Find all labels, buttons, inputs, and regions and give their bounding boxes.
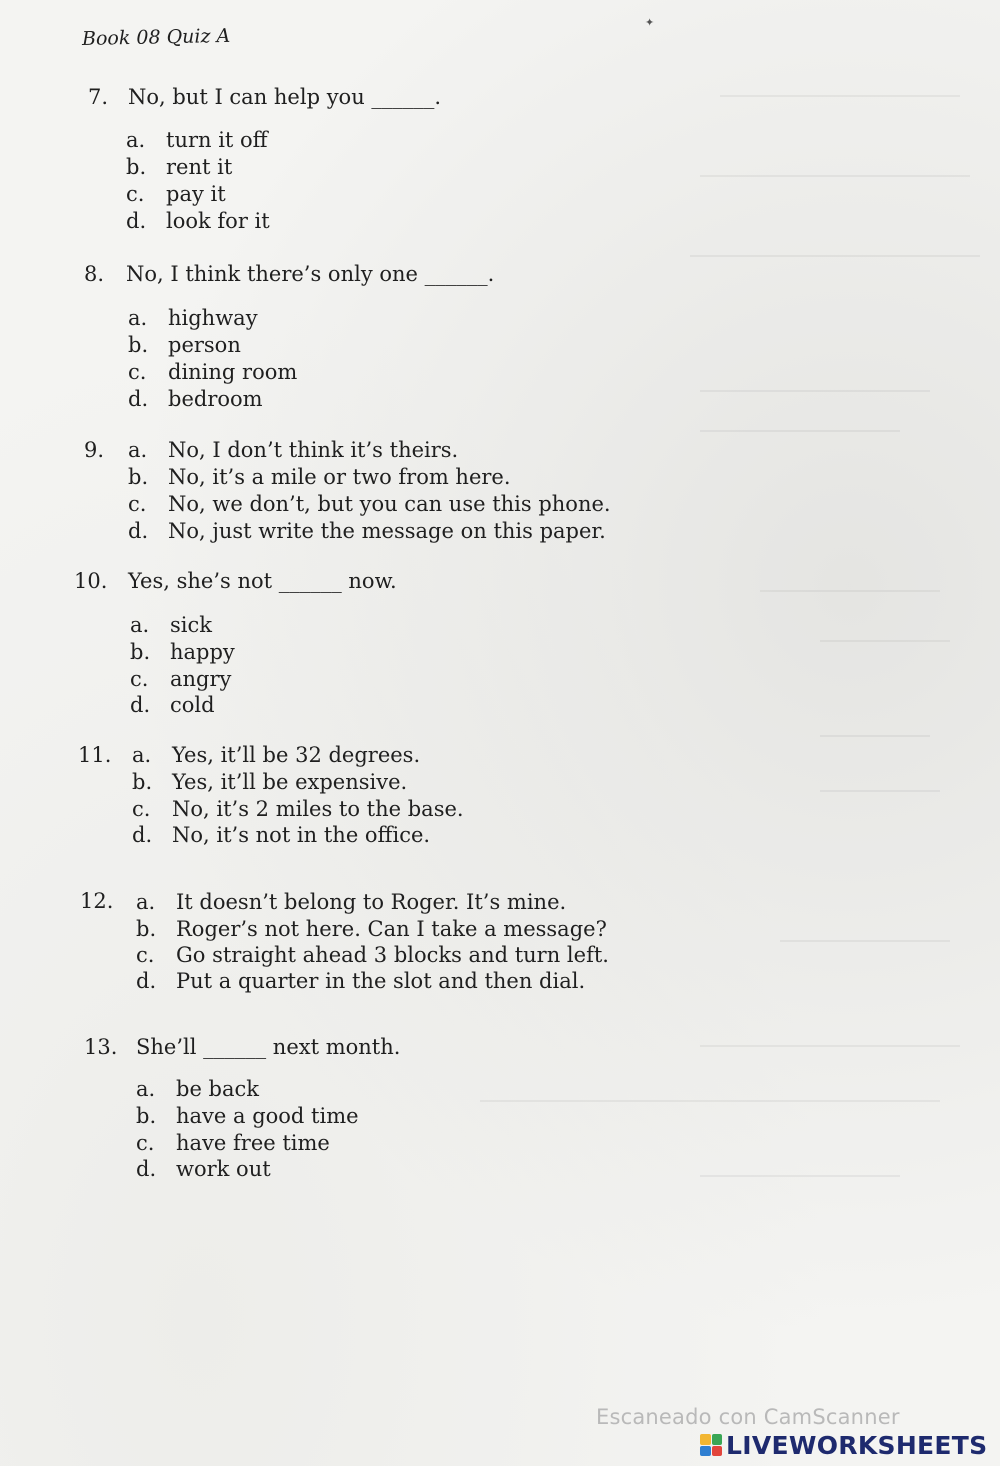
question-number: 12. — [80, 889, 114, 913]
question-stem: No, but I can help you ______. — [128, 85, 442, 109]
bleed-through-line — [700, 175, 970, 177]
option-text: Go straight ahead 3 blocks and turn left. — [176, 943, 609, 967]
option-text: dining room — [168, 360, 298, 384]
scan-speck: ✦ — [645, 16, 655, 29]
logo-square — [700, 1446, 711, 1457]
bleed-through-line — [820, 735, 930, 737]
option-letter: d. — [136, 969, 157, 993]
option-text: It doesn’t belong to Roger. It’s mine. — [176, 890, 567, 914]
option-text: rent it — [166, 155, 233, 179]
option-letter: a. — [136, 890, 156, 914]
option-letter: a. — [128, 438, 148, 462]
option-letter: a. — [136, 1077, 156, 1101]
option-text: look for it — [166, 209, 270, 233]
option-letter: a. — [126, 128, 146, 152]
question-number: 10. — [74, 569, 108, 593]
question-number: 8. — [84, 262, 105, 286]
option-letter: b. — [128, 465, 149, 489]
option-letter: d. — [128, 387, 149, 411]
bleed-through-line — [720, 95, 960, 97]
option-text: sick — [170, 613, 212, 637]
option-letter: d. — [136, 1157, 157, 1181]
question-stem: She’ll ______ next month. — [136, 1035, 401, 1059]
option-text: Yes, it’ll be expensive. — [172, 770, 408, 794]
option-text: No, it’s a mile or two from here. — [168, 465, 511, 489]
bleed-through-line — [480, 1100, 940, 1102]
option-letter: b. — [132, 770, 153, 794]
option-letter: c. — [126, 182, 145, 206]
option-text: cold — [170, 693, 215, 717]
bleed-through-line — [780, 940, 950, 942]
option-text: Roger’s not here. Can I take a message? — [176, 917, 607, 941]
option-letter: b. — [136, 1104, 157, 1128]
option-text: pay it — [166, 182, 226, 206]
question-number: 13. — [84, 1035, 118, 1059]
option-letter: d. — [128, 519, 149, 543]
question-stem: No, I think there’s only one ______. — [126, 262, 495, 286]
option-text: No, it’s 2 miles to the base. — [172, 797, 464, 821]
option-letter: b. — [136, 917, 157, 941]
logo-square — [700, 1434, 711, 1445]
option-letter: a. — [128, 306, 148, 330]
option-text: No, just write the message on this paper. — [168, 519, 606, 543]
option-letter: b. — [128, 333, 149, 357]
question-number: 11. — [78, 743, 112, 767]
option-text: Put a quarter in the slot and then dial. — [176, 969, 586, 993]
bleed-through-line — [700, 1175, 900, 1177]
option-text: Yes, it’ll be 32 degrees. — [172, 743, 421, 767]
option-letter: c. — [136, 943, 155, 967]
option-letter: d. — [126, 209, 147, 233]
camscanner-watermark: Escaneado con CamScanner — [596, 1405, 900, 1429]
option-text: turn it off — [166, 128, 268, 152]
question-number: 7. — [88, 85, 109, 109]
liveworksheets-brand — [700, 1428, 987, 1462]
option-letter: c. — [132, 797, 151, 821]
option-text: No, we don’t, but you can use this phone. — [168, 492, 611, 516]
option-text: have a good time — [176, 1104, 359, 1128]
option-letter: d. — [132, 823, 153, 847]
liveworksheets-logo-icon — [700, 1434, 722, 1456]
question-stem: Yes, she’s not ______ now. — [128, 569, 397, 593]
liveworksheets-text: LIVEWORKSHEETS — [726, 1430, 988, 1460]
bleed-through-line — [820, 790, 940, 792]
option-letter: c. — [136, 1131, 155, 1155]
option-text: No, I don’t think it’s theirs. — [168, 438, 459, 462]
bleed-through-line — [820, 640, 950, 642]
option-letter: d. — [130, 693, 151, 717]
logo-square — [712, 1434, 723, 1445]
option-text: angry — [170, 667, 232, 691]
option-text: person — [168, 333, 241, 357]
option-letter: c. — [128, 492, 147, 516]
option-text: be back — [176, 1077, 259, 1101]
bleed-through-line — [760, 590, 940, 592]
logo-square — [712, 1446, 723, 1457]
option-letter: c. — [130, 667, 149, 691]
option-letter: a. — [130, 613, 150, 637]
option-text: have free time — [176, 1131, 330, 1155]
option-letter: b. — [130, 640, 151, 664]
option-letter: a. — [132, 743, 152, 767]
option-letter: c. — [128, 360, 147, 384]
option-text: happy — [170, 640, 235, 664]
option-letter: b. — [126, 155, 147, 179]
quiz-title: Book 08 Quiz A — [81, 24, 231, 50]
question-number: 9. — [84, 438, 105, 462]
option-text: No, it’s not in the office. — [172, 823, 431, 847]
option-text: bedroom — [168, 387, 263, 411]
option-text: highway — [168, 306, 258, 330]
option-text: work out — [176, 1157, 271, 1181]
bleed-through-line — [690, 255, 980, 257]
bleed-through-line — [700, 390, 930, 392]
bleed-through-line — [700, 1045, 960, 1047]
bleed-through-line — [700, 430, 900, 432]
